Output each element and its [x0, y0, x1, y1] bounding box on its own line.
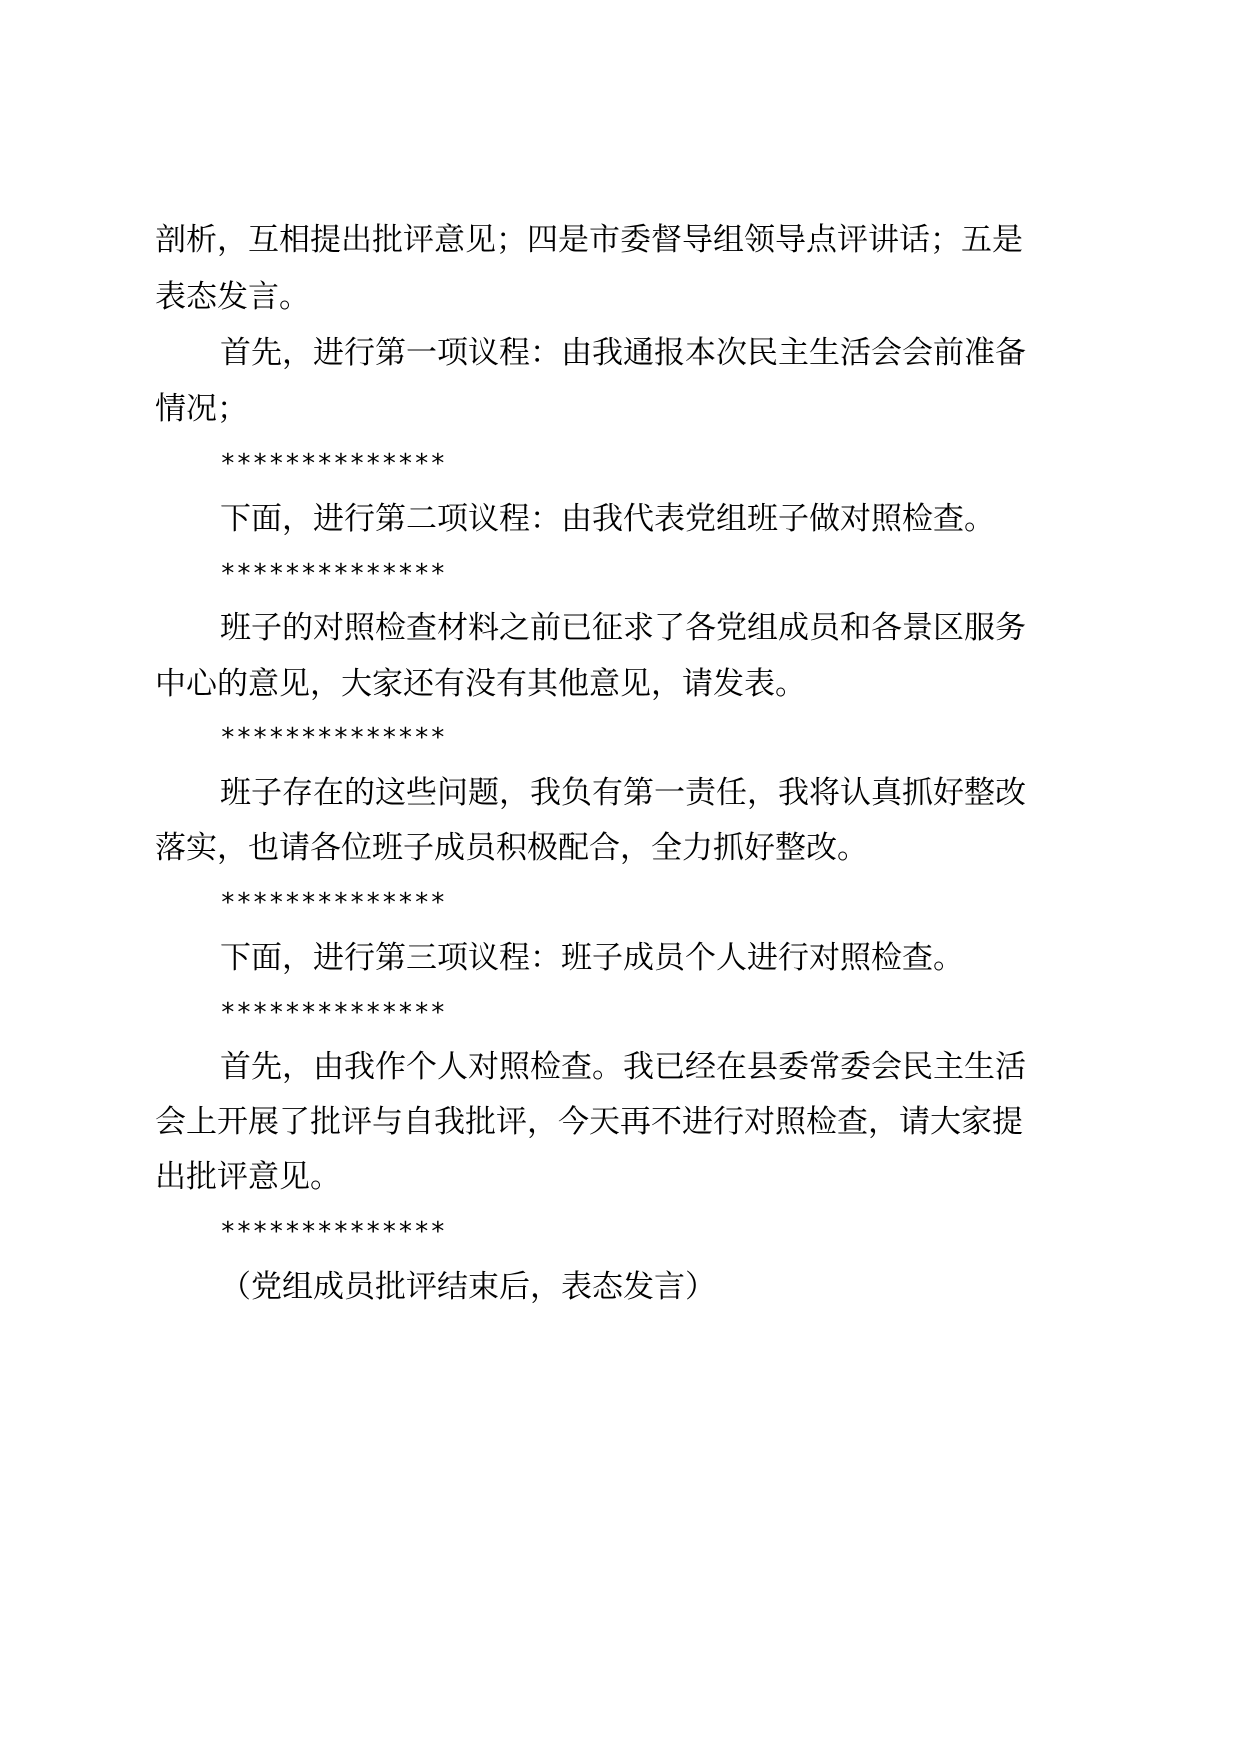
text-line: 首先，进行第一项议程：由我通报本次民主生活会会前准备 — [220, 335, 1026, 371]
text-line: 班子存在的这些问题，我负有第一责任，我将认真抓好整改 — [220, 775, 1026, 811]
text-line: 中心的意见，大家还有没有其他意见，请发表。 — [155, 666, 806, 702]
separator-stars: ************** — [220, 1217, 447, 1247]
text-line: 下面，进行第三项议程：班子成员个人进行对照检查。 — [220, 940, 964, 976]
text-line: 会上开展了批评与自我批评，今天再不进行对照检查，请大家提 — [155, 1104, 1023, 1140]
text-line: 下面，进行第二项议程：由我代表党组班子做对照检查。 — [220, 501, 995, 537]
text-line: 出批评意见。 — [155, 1159, 341, 1195]
separator-stars: ************** — [220, 449, 447, 479]
separator-stars: ************** — [220, 723, 447, 753]
text-line: 班子的对照检查材料之前已征求了各党组成员和各景区服务 — [220, 610, 1026, 646]
text-line: 剖析，互相提出批评意见；四是市委督导组领导点评讲话；五是 — [155, 222, 1023, 258]
text-line: 落实，也请各位班子成员积极配合，全力抓好整改。 — [155, 830, 868, 866]
text-line: （党组成员批评结束后，表态发言） — [220, 1269, 716, 1305]
text-line: 情况； — [155, 391, 248, 427]
separator-stars: ************** — [220, 888, 447, 918]
separator-stars: ************** — [220, 559, 447, 589]
text-line: 表态发言。 — [155, 279, 310, 315]
text-line: 首先，由我作个人对照检查。我已经在县委常委会民主生活 — [220, 1049, 1026, 1085]
separator-stars: ************** — [220, 998, 447, 1028]
